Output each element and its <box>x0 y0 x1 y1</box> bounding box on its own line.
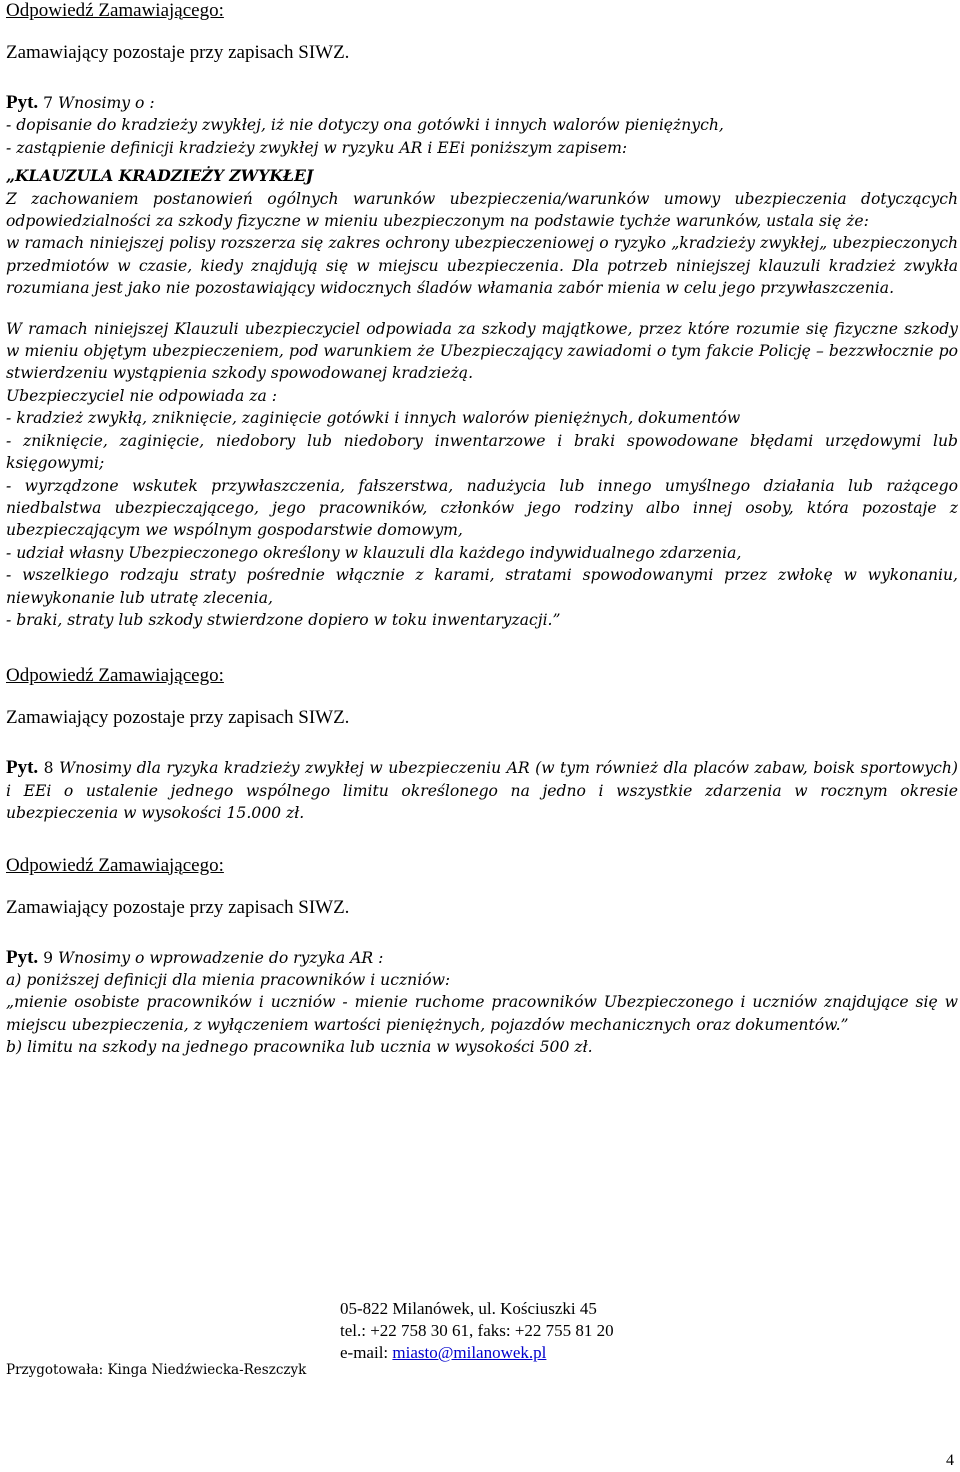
answer-heading: Odpowiedź Zamawiającego: <box>6 854 224 876</box>
question-7-line2: - zastąpienie definicji kradzieży zwykłej w ryzyku AR i EEi poniższym zapisem: <box>6 138 628 157</box>
exclusion-item: - kradzież zwykłą, zniknięcie, zaginięcie gotówki i innych walorów pieniężnych, dokumentów <box>6 409 741 428</box>
answer-heading: Odpowiedź Zamawiającego: <box>6 0 224 21</box>
clause-paragraph-1c: Dla potrzeb niniejszej klauzuli kradzież zwykła rozumiana jest jako nie pozostawiający widocznych śladów włamania zabór mienia w celu jego przywłaszczenia. <box>6 256 958 298</box>
exclusion-item: - braki, straty lub szkody stwierdzone dopiero w toku inwentaryzacji.” <box>6 610 561 629</box>
footer-email-label: e-mail: <box>340 1343 393 1362</box>
question-number: 8 <box>43 759 54 778</box>
question-7-intro <box>6 92 958 114</box>
clause-title: „KLAUZULA KRADZIEŻY ZWYKŁEJ <box>6 166 314 186</box>
footer-email-link[interactable]: miasto@milanowek.pl <box>392 1343 547 1362</box>
clause-paragraph-2: W ramach niniejszej Klauzuli ubezpieczyciel odpowiada za szkody majątkowe, przez które rozumie się fizyczne szkody w mieniu objętym ubezpieczeniem, pod warunkiem że Ubezpieczający zawiadomi o tym fakcie Policję – bezzwłocznie po stwierdzeniu wystąpienia szkody spowodowanej kradzieżą. <box>6 319 958 383</box>
answer-text: Zamawiający pozostaje przy zapisach SIWZ. <box>6 42 350 63</box>
question-label: Pyt. <box>6 946 39 968</box>
answer-text: Zamawiający pozostaje przy zapisach SIWZ. <box>6 707 350 729</box>
page-number: 4 <box>946 1452 954 1469</box>
question-9-line-b: b) limitu na szkody na jednego pracownika lub ucznia w wysokości 500 zł. <box>6 1038 593 1057</box>
exclusion-item: - udział własny Ubezpieczonego określony w klauzuli dla każdego indywidualnego zdarzenia, <box>6 543 742 562</box>
question-intro-text: Wnosimy o : <box>53 94 155 112</box>
clause-paragraph-1a: Z zachowaniem postanowień ogólnych warunków ubezpieczenia/warunków umowy ubezpieczenia dotyczących odpowiedzialności za szkody fizyczne w mieniu ubezpieczonym na podstawie tychże warunków, ustala się że: <box>6 189 958 231</box>
question-number: 7 <box>43 94 54 112</box>
clause-paragraph-1 <box>6 232 958 299</box>
exclusion-item: - zniknięcie, zaginięcie, niedobory lub niedobory inwentarzowe i braki spowodowane błędami urzędowymi lub księgowymi; <box>6 431 958 473</box>
answer-text: Zamawiający pozostaje przy zapisach SIWZ. <box>6 896 350 918</box>
question-9-line-a: a) poniższej definicji dla mienia pracowników i uczniów: <box>6 970 451 989</box>
question-8-text: Wnosimy dla ryzyka kradzieży zwykłej w ubezpieczeniu AR (w tym również dla placów zabaw, boisk sportowych) i EEi o ustalenie jednego wspólnego limitu określonego na jedno i wszystkie zdarzenia w rocznym okresie ubezpieczenia w wysokości 15.000 zł. <box>6 759 958 823</box>
question-8 <box>6 757 958 824</box>
footer-phone: tel.: +22 758 30 61, faks: +22 755 81 20 <box>340 1321 614 1340</box>
clause-paragraph-1b: w ramach niniejszej polisy rozszerza się zakres ochrony ubezpieczeniowej o ryzyko „kradzieży zwykłej„ ubezpieczonych przedmiotów w czasie, kiedy znajdują się w miejscu ubezpieczenia. <box>6 234 958 275</box>
question-label: Pyt. <box>6 92 39 113</box>
question-7-line1: - dopisanie do kradzieży zwykłej, iż nie dotyczy ona gotówki i innych walorów pieniężnych, <box>6 116 724 135</box>
question-9-intro <box>6 947 958 969</box>
footer-address: 05-822 Milanówek, ul. Kościuszki 45 <box>340 1299 597 1318</box>
question-9-definition: „mienie osobiste pracowników i uczniów - mienie ruchome pracowników Ubezpieczonego i uczniów znajdujące się w miejscu ubezpieczenia, z wyłączeniem wartości pieniężnych, pojazdów mechanicznych oraz dokumentów.” <box>6 993 958 1034</box>
footer-email-line <box>340 1342 640 1364</box>
question-label: Pyt. <box>6 757 39 779</box>
answer-heading: Odpowiedź Zamawiającego: <box>6 665 224 687</box>
question-9-intro-text: Wnosimy o wprowadzenie do ryzyka AR : <box>53 948 384 967</box>
footer-prepared-by: Przygotowała: Kinga Niedźwiecka-Reszczyk <box>6 1362 307 1378</box>
exclusions-intro: Ubezpieczyciel nie odpowiada za : <box>6 386 277 405</box>
exclusion-item: - wyrządzone wskutek przywłaszczenia, fałszerstwa, nadużycia lub innego umyślnego działania lub rażącego niedbalstwa ubezpieczającego, jego pracowników, członków jego rodziny albo innej osoby, która pozostaje z ubezpieczającym we wspólnym gospodarstwie domowym, <box>6 476 958 540</box>
question-number: 9 <box>43 948 54 967</box>
document-page <box>6 0 958 1059</box>
footer-contact <box>340 1298 640 1364</box>
exclusion-item: - wszelkiego rodzaju straty pośrednie włącznie z karami, stratami spowodowanymi przez zwłokę w wykonaniu, niewykonanie lub utratę zlecenia, <box>6 566 958 607</box>
